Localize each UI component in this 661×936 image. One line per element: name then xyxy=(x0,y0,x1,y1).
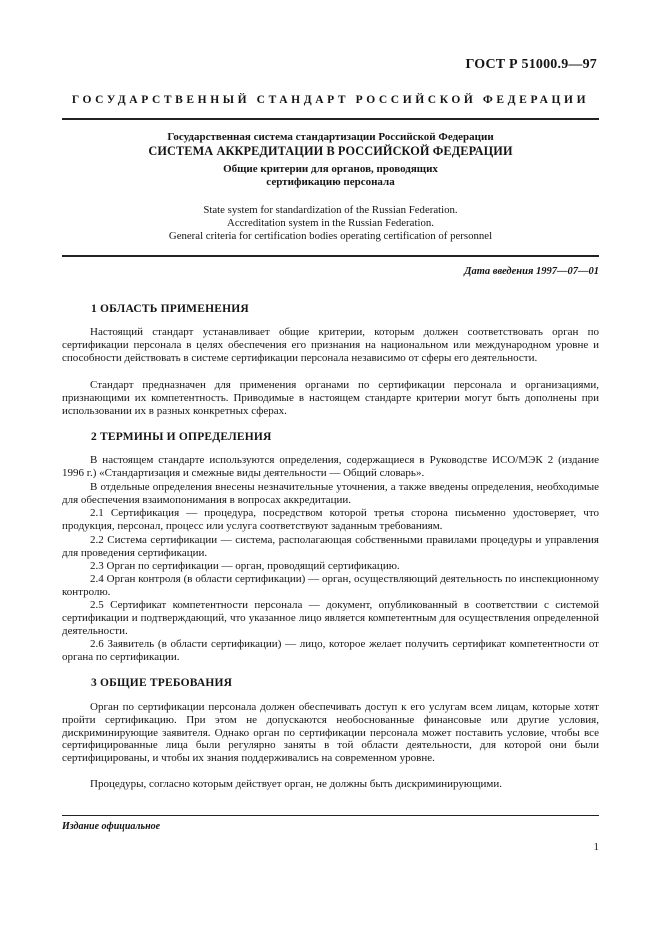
paragraph: В отдельные определения внесены незначительные уточнения, а также введены определения, необходимые для обеспечения взаимопонимания в вопросах аккредитации. xyxy=(62,481,599,506)
paragraph: В настоящем стандарте используются определения, содержащиеся в Руководстве ИСО/МЭК 2 (издание 1996 г.) «Стандартизация и смежные виды деятельности — Общий словарь». xyxy=(62,454,599,479)
english-title-line2: Accreditation system in the Russian Federation. xyxy=(227,217,434,230)
english-title-block xyxy=(62,204,599,244)
footer-divider xyxy=(62,815,599,816)
title-subject-line2: сертификацию персонала xyxy=(266,176,395,188)
paragraph: 2.6 Заявитель (в области сертификации) — лицо, которое желает получить сертификат компетентности от органа по сертификации. xyxy=(62,638,599,663)
introduction-date: Дата введения 1997—07—01 xyxy=(464,266,599,277)
title-main: СИСТЕМА АККРЕДИТАЦИИ В РОССИЙСКОЙ ФЕДЕРАЦИИ xyxy=(148,144,513,158)
paragraph: 2.4 Орган контроля (в области сертификации) — орган, осуществляющий деятельность по инспекционному контролю. xyxy=(62,573,599,598)
title-divider xyxy=(62,255,599,257)
page-number: 1 xyxy=(593,841,599,853)
paragraph: 2.3 Орган по сертификации — орган, проводящий сертификацию. xyxy=(90,560,400,572)
paragraph: 2.5 Сертификат компетентности персонала — документ, опубликованный в соответствии с системой сертификации и подтверждающий, что указанное лицо является компетентным для осуществления определенной деятельности. xyxy=(62,599,599,637)
document-number: ГОСТ Р 51000.9—97 xyxy=(465,57,597,72)
paragraph: Орган по сертификации персонала должен обеспечивать доступ к его услугам всем лицам, которые хотят пройти сертификацию. При этом не допускаются необоснованные финансовые или другие условия, дискриминирующие заявителя. Однако орган по сертификации персонала может поставить условие, чтобы все сертифицированные лица были регулярно заняты в той области деятельности, для которой они были сертифицированы, и чтобы их знания поддерживались на современном уровне. xyxy=(62,701,599,765)
paragraph: Стандарт предназначен для применения органами по сертификации персонала и организациями, признающими их компетентность. Приводимые в настоящем стандарте критерии могут быть дополнены при использовании их в разных конкретных сферах. xyxy=(62,379,599,417)
official-edition-label: Издание официальное xyxy=(62,821,161,832)
section-heading: 3 ОБЩИЕ ТРЕБОВАНИЯ xyxy=(91,677,233,689)
russian-title-block xyxy=(62,131,599,189)
header-divider xyxy=(62,118,599,120)
english-title-line1: State system for standardization of the Russian Federation. xyxy=(203,204,458,216)
title-system-name: Государственная система стандартизации Российской Федерации xyxy=(167,131,494,143)
paragraph: 2.1 Сертификация — процедура, посредством которой третья сторона письменно удостоверяет, что продукция, персонал, процесс или услуга соответствуют заданным требованиям. xyxy=(62,507,599,532)
title-subject-line1: Общие критерии для органов, проводящих xyxy=(223,163,438,175)
paragraph: 2.2 Система сертификации — система, располагающая собственными правилами процедуры и управления для проведения сертификации. xyxy=(62,534,599,559)
national-standard-title: ГОСУДАРСТВЕННЫЙ СТАНДАРТ РОССИЙСКОЙ ФЕДЕРАЦИИ xyxy=(71,94,590,106)
section-heading: 1 ОБЛАСТЬ ПРИМЕНЕНИЯ xyxy=(91,303,249,315)
paragraph: Настоящий стандарт устанавливает общие критерии, которым должен соответствовать орган по сертификации персонала в целях обеспечения его признания на национальном или международном уровне и способности действовать в системе сертификации персонала независимо от сферы его деятельности. xyxy=(62,326,599,364)
section-heading: 2 ТЕРМИНЫ И ОПРЕДЕЛЕНИЯ xyxy=(91,431,272,443)
english-title-line3: General criteria for certification bodies operating certification of personnel xyxy=(168,230,493,243)
paragraph: Процедуры, согласно которым действует орган, не должны быть дискриминирующими. xyxy=(90,778,503,790)
